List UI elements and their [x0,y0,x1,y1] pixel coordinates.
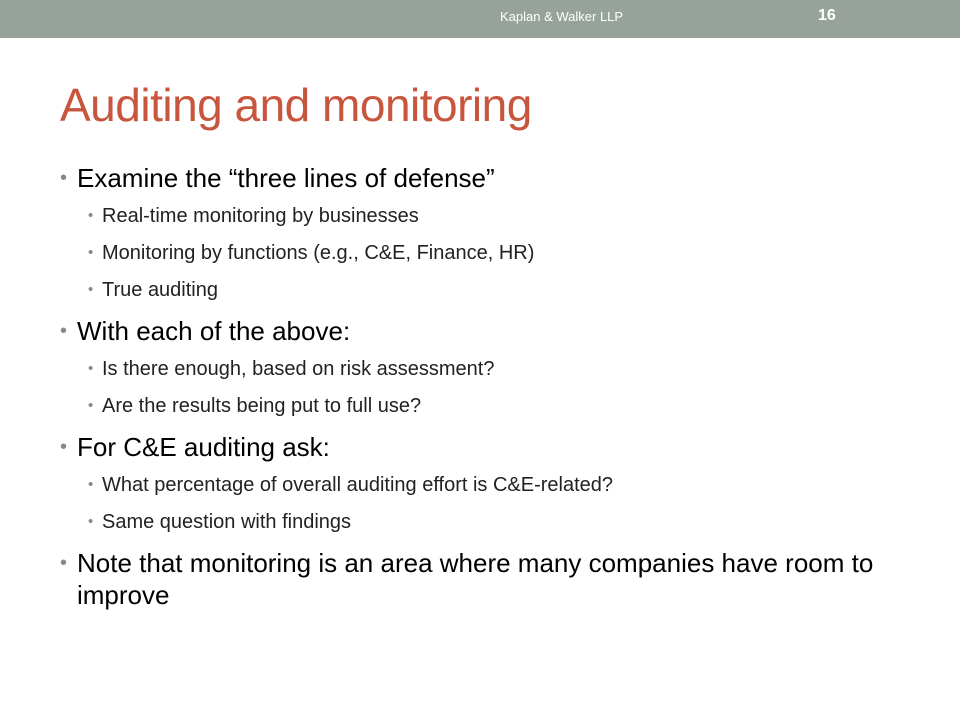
sub-bullet-item: • Real-time monitoring by businesses [88,204,900,228]
top-bar [0,0,960,38]
sub-bullet-item: • True auditing [88,278,900,302]
sub-bullet-item: • Is there enough, based on risk assessment? [88,357,900,381]
bullet-monitoring-note: • Note that monitoring is an area where many companies have room to improve [60,547,900,611]
slide-number: 16 [818,7,836,24]
footer-text: Kaplan & Walker LLP [500,9,624,24]
sub-bullet-item: • What percentage of overall auditing effort is C&E-related? [88,473,900,497]
slide-title: Auditing and monitoring [60,79,532,131]
sub-bullet-item: • Monitoring by functions (e.g., C&E, Finance, HR) [88,241,900,265]
bullet-ce-auditing: • For C&E auditing ask: [60,431,900,463]
bullet-three-lines: • Examine the “three lines of defense” [60,162,900,194]
bullet-list [60,162,900,621]
sub-bullet-item: • Same question with findings [88,510,900,534]
bullet-each-above: • With each of the above: [60,315,900,347]
sub-bullet-item: • Are the results being put to full use? [88,394,900,418]
